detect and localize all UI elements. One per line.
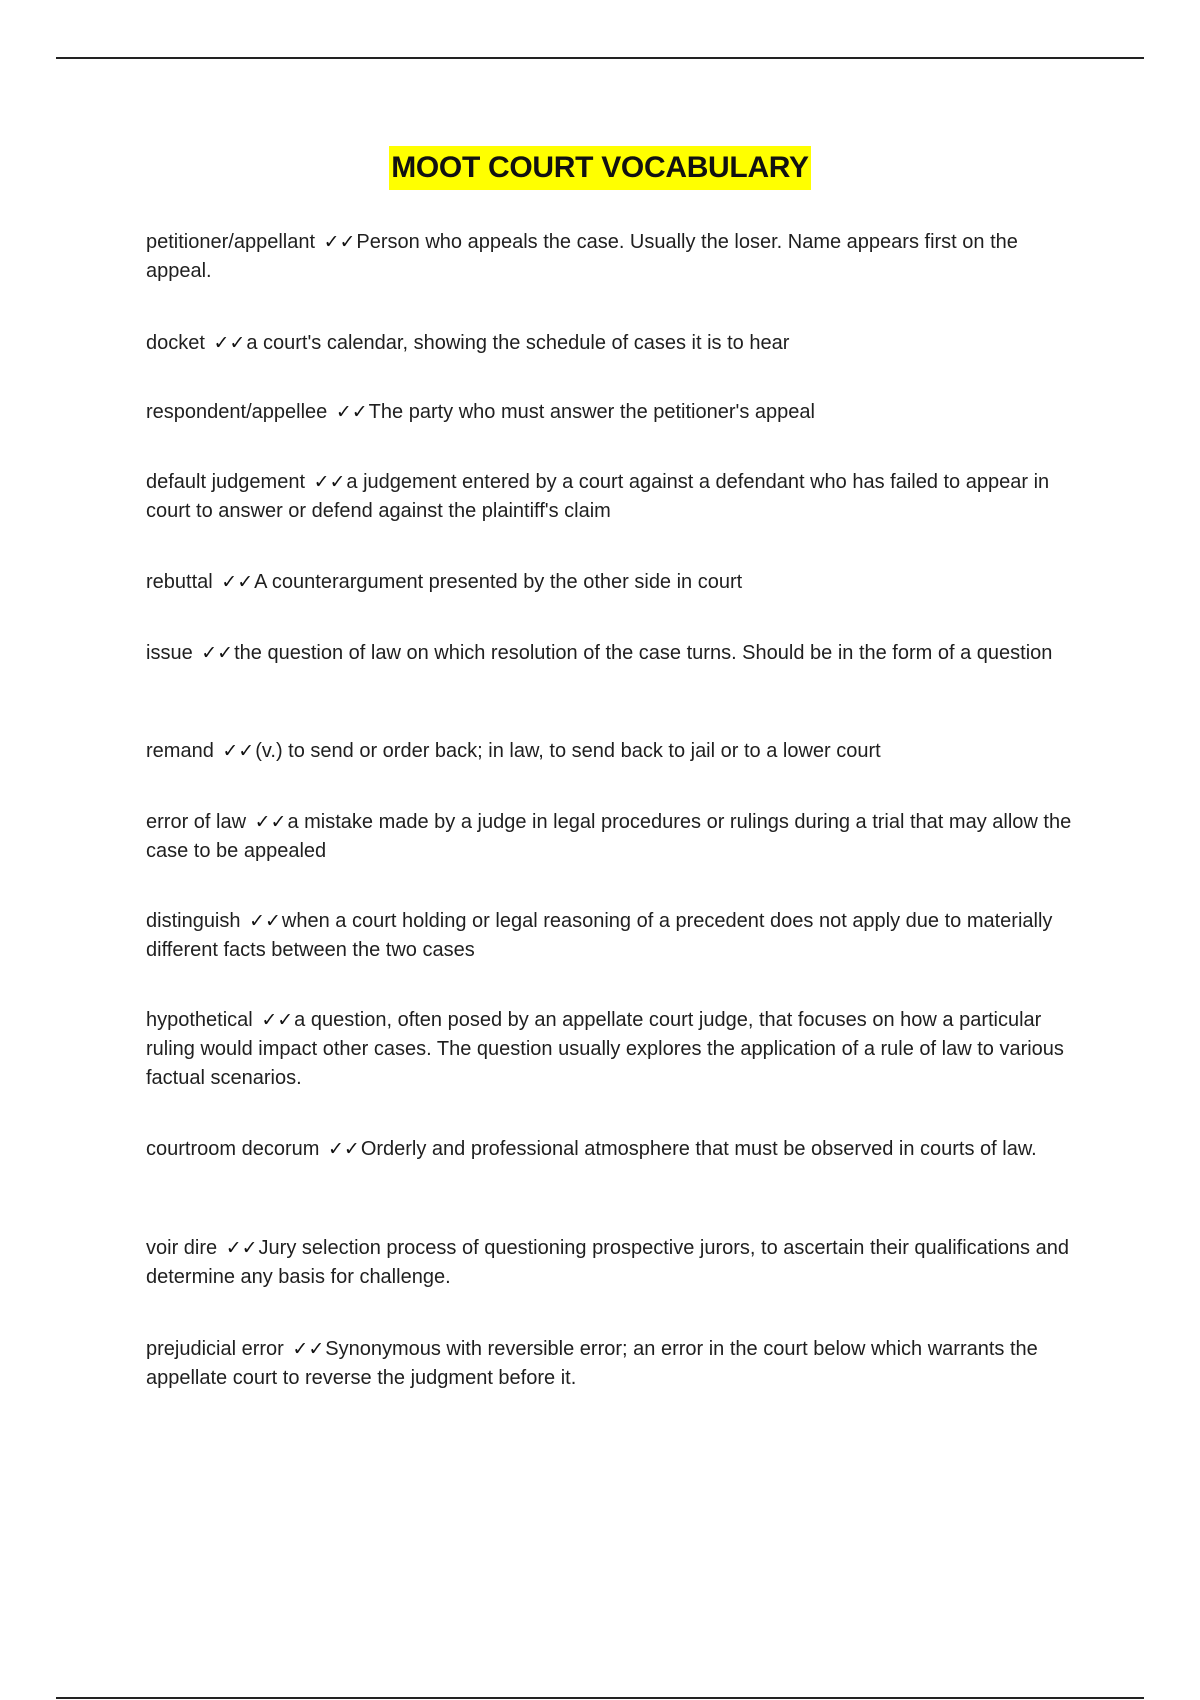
check-marks: ✓✓ xyxy=(254,811,287,833)
vocab-definition: the question of law on which resolution of the case turns. Should be in the form of a question xyxy=(234,642,1053,664)
check-marks: ✓✓ xyxy=(221,571,254,593)
vocab-term: prejudicial error xyxy=(146,1338,284,1360)
vocab-definition: (v.) to send or order back; in law, to send back to jail or to a lower court xyxy=(255,740,881,762)
vocab-entry xyxy=(146,1006,1086,1093)
check-marks: ✓✓ xyxy=(261,1009,294,1031)
vocab-term: voir dire xyxy=(146,1237,218,1259)
page-title: MOOT COURT VOCABULARY xyxy=(389,146,811,190)
vocab-definition: when a court holding or legal reasoning of a precedent does not apply due to materially different facts between the two cases xyxy=(146,910,1053,961)
vocab-term: remand xyxy=(146,740,214,762)
vocab-entry xyxy=(146,1234,1086,1292)
vocab-term: docket xyxy=(146,332,205,354)
top-rule xyxy=(56,57,1144,59)
vocab-entry xyxy=(146,568,1086,597)
vocab-entry xyxy=(146,639,1086,668)
vocab-entry xyxy=(146,808,1086,866)
check-marks: ✓✓ xyxy=(249,910,281,932)
check-marks: ✓✓ xyxy=(323,231,356,253)
vocab-definition: a question, often posed by an appellate court judge, that focuses on how a particular ruling would impact other cases. The question usually explores the application of a rule of law to various factual scenarios. xyxy=(146,1009,1064,1089)
vocab-definition: A counterargument presented by the other side in court xyxy=(254,571,743,593)
vocab-entry xyxy=(146,1135,1086,1164)
vocab-entry xyxy=(146,737,1086,766)
check-marks: ✓✓ xyxy=(327,1138,360,1160)
vocab-definition: Jury selection process of questioning prospective jurors, to ascertain their qualifications and determine any basis for challenge. xyxy=(146,1237,1069,1288)
vocab-definition: a mistake made by a judge in legal procedures or rulings during a trial that may allow the case to be appealed xyxy=(146,811,1072,862)
vocab-term: default judgement xyxy=(146,471,306,493)
title-container xyxy=(0,146,1200,190)
check-marks: ✓✓ xyxy=(222,740,255,762)
vocab-entry xyxy=(146,1335,1086,1393)
vocab-term: respondent/appellee xyxy=(146,401,328,423)
vocab-term: distinguish xyxy=(146,910,241,932)
vocab-term: issue xyxy=(146,642,193,664)
vocab-entry xyxy=(146,329,1086,358)
vocab-definition: Orderly and professional atmosphere that must be observed in courts of law. xyxy=(360,1138,1037,1160)
vocab-definition: Person who appeals the case. Usually the loser. Name appears first on the appeal. xyxy=(146,231,1018,282)
vocab-term: error of law xyxy=(146,811,247,833)
check-marks: ✓✓ xyxy=(225,1237,258,1259)
check-marks: ✓✓ xyxy=(213,332,246,354)
vocab-term: courtroom decorum xyxy=(146,1138,320,1160)
vocab-entry xyxy=(146,907,1086,965)
check-marks: ✓✓ xyxy=(292,1338,325,1360)
vocab-definition: a judgement entered by a court against a defendant who has failed to appear in court to answer or defend against the plaintiff's claim xyxy=(146,471,1050,522)
check-marks: ✓✓ xyxy=(335,401,368,423)
vocab-term: rebuttal xyxy=(146,571,213,593)
check-marks: ✓✓ xyxy=(313,471,346,493)
vocab-entry xyxy=(146,468,1086,526)
vocab-definition: Synonymous with reversible error; an error in the court below which warrants the appellate court to reverse the judgment before it. xyxy=(146,1338,1038,1389)
vocab-definition: a court's calendar, showing the schedule of cases it is to hear xyxy=(246,332,790,354)
bottom-rule xyxy=(56,1697,1144,1699)
vocab-term: petitioner/appellant xyxy=(146,231,316,253)
check-marks: ✓✓ xyxy=(201,642,234,664)
vocab-entry xyxy=(146,228,1086,286)
vocab-term: hypothetical xyxy=(146,1009,253,1031)
vocab-definition: The party who must answer the petitioner's appeal xyxy=(368,401,815,423)
vocab-entry xyxy=(146,398,1086,427)
